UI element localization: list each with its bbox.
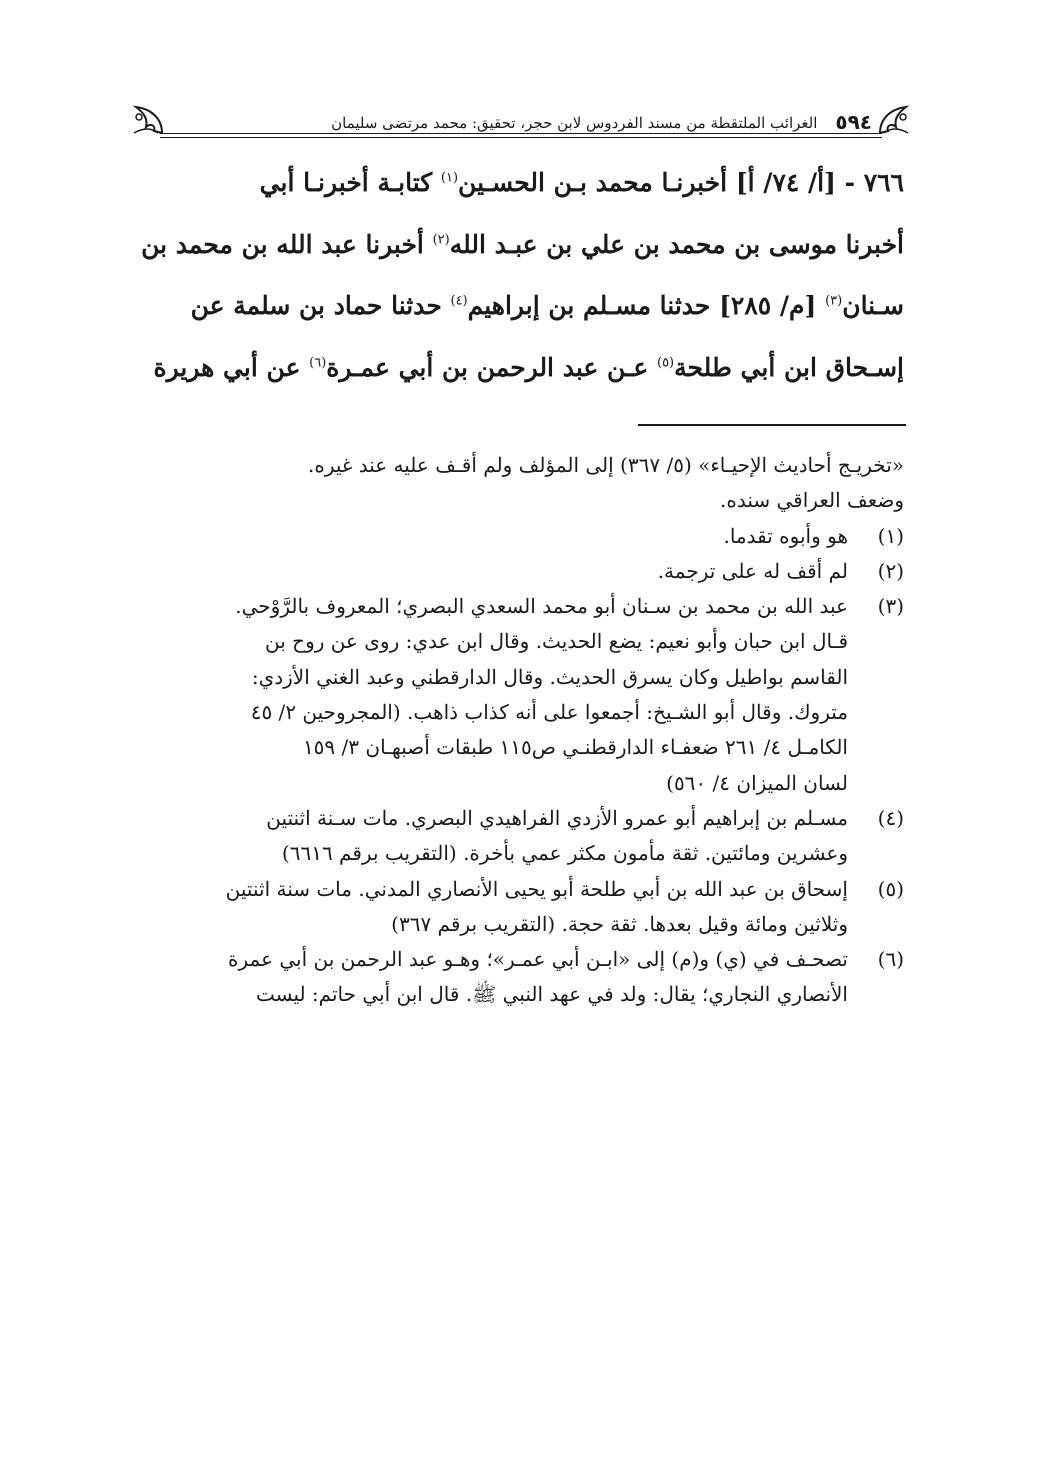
- footnote-line: وضعف العراقي سنده.: [720, 488, 904, 513]
- footnote-separator: [638, 424, 906, 426]
- footnote-line: «تخريـج أحاديث الإحيـاء» (٥/ ٣٦٧) إلى المؤلف ولم أقـف عليه عند غيره.: [308, 453, 904, 477]
- footnote-line: وعشرين ومائتين. ثقة مأمون مكثر عمي بأخرة. (التقريب برقم ٦٦١٦): [281, 841, 848, 866]
- footnote-number: (٥): [877, 876, 904, 901]
- footnote-2: [136, 554, 904, 589]
- footnote-number: (١): [877, 523, 904, 548]
- footnote-3: [136, 589, 904, 801]
- main-text-line: أخبرنا موسى بن محمد بن علي بن عبـد الله$^{(٢)}$ أخبرنا عبد الله بن محمد بن: [141, 229, 904, 259]
- header-rule: [160, 133, 882, 138]
- right-ornament-icon: [876, 103, 912, 135]
- footnote-4: [136, 801, 904, 872]
- footnote-number: (٦): [877, 947, 904, 972]
- footnote-line: لم أقف له على ترجمة.: [657, 558, 848, 583]
- footnote-1: [136, 519, 904, 554]
- main-text-line: سـنان$^{(٣)}$ [م/ ٢٨٥] حدثنا مسـلم بن إبراهيم$^{(٤)}$ حدثنا حماد بن سلمة عن: [190, 291, 904, 320]
- footnote-line: عبد الله بن محمد بن سـنان أبو محمد السعدي البصري؛ المعروف بالرَّوْحي.: [235, 594, 848, 619]
- running-header: [130, 103, 912, 135]
- footnote-5: [136, 872, 904, 943]
- footnote-continuation: [136, 448, 904, 519]
- footnote-6: [136, 942, 904, 1013]
- main-text: [136, 152, 904, 398]
- footnote-line: الكامـل ٤/ ٢٦١ ضعفـاء الدارقطنـي ص١١٥ طبقات أصبهـان ٣/ ١٥٩: [302, 735, 848, 760]
- footnote-reference[interactable]: (١): [440, 170, 459, 186]
- footnote-line: هو وأبوه تقدما.: [723, 523, 848, 548]
- footnote-reference[interactable]: (٢): [432, 232, 450, 248]
- footnote-line: لسان الميزان ٤/ ٥٦٠): [666, 770, 848, 795]
- footnote-number: (٤): [877, 805, 904, 830]
- footnote-reference[interactable]: (٥): [656, 355, 675, 371]
- footnote-number: (٢): [877, 558, 904, 583]
- footnote-reference[interactable]: (٦): [309, 355, 327, 371]
- footnote-line: مسـلم بن إبراهيم أبو عمرو الأزدي الفراهيدي البصري. مات سـنة اثنتين: [266, 805, 848, 830]
- page-number: ٥٩٤: [835, 110, 872, 134]
- footnote-line: إسحاق بن عبد الله بن أبي طلحة أبو يحيى الأنصاري المدني. مات سنة اثنتين: [225, 876, 848, 901]
- footnote-line: القاسم بواطيل وكان يسرق الحديث. وقال الدارقطني وعبد الغني الأزدي:: [251, 664, 848, 689]
- left-ornament-icon: [130, 103, 166, 135]
- footnote-number: (٣): [877, 594, 904, 619]
- running-title: الغرائب الملتقطة من مسند الفردوس لابن حجر، تحقيق: محمد مرتضى سليمان: [331, 114, 818, 132]
- footnote-line: تصحـف في (ي) و(م) إلى «ابـن أبي عمـر»؛ وهـو عبد الرحمن بن أبي عمرة: [228, 947, 848, 972]
- footnote-line: قـال ابن حبان وأبو نعيم: يضع الحديث. وقال ابن عدي: روى عن روح بن: [265, 629, 848, 654]
- main-text-line: ٧٦٦ - [أ/ ٧٤/ أ] أخبرنـا محمد بـن الحسـين$^{(١)}$ كتابـة أخبرنـا أبي: [259, 168, 904, 197]
- footnote-line: الأنصاري النجاري؛ يقال: ولد في عهد النبي ﷺ. قال ابن أبي حاتم: ليست: [255, 982, 848, 1007]
- footnote-line: وثلاثين ومائة وقيل بعدها. ثقة حجة. (التقريب برقم ٣٦٧): [391, 911, 848, 936]
- footnotes: [136, 448, 904, 1013]
- footnote-reference[interactable]: (٤): [450, 293, 468, 309]
- main-text-line: إسـحاق ابن أبي طلحة$^{(٥)}$ عـن عبد الرحمن بن أبي عمـرة$^{(٦)}$ عن أبي هريرة: [153, 352, 904, 382]
- footnote-line: متروك. وقال أبو الشـيخ: أجمعوا على أنه كذاب ذاهب. (المجروحين ٢/ ٤٥: [250, 700, 848, 725]
- footnote-reference[interactable]: (٣): [825, 293, 843, 309]
